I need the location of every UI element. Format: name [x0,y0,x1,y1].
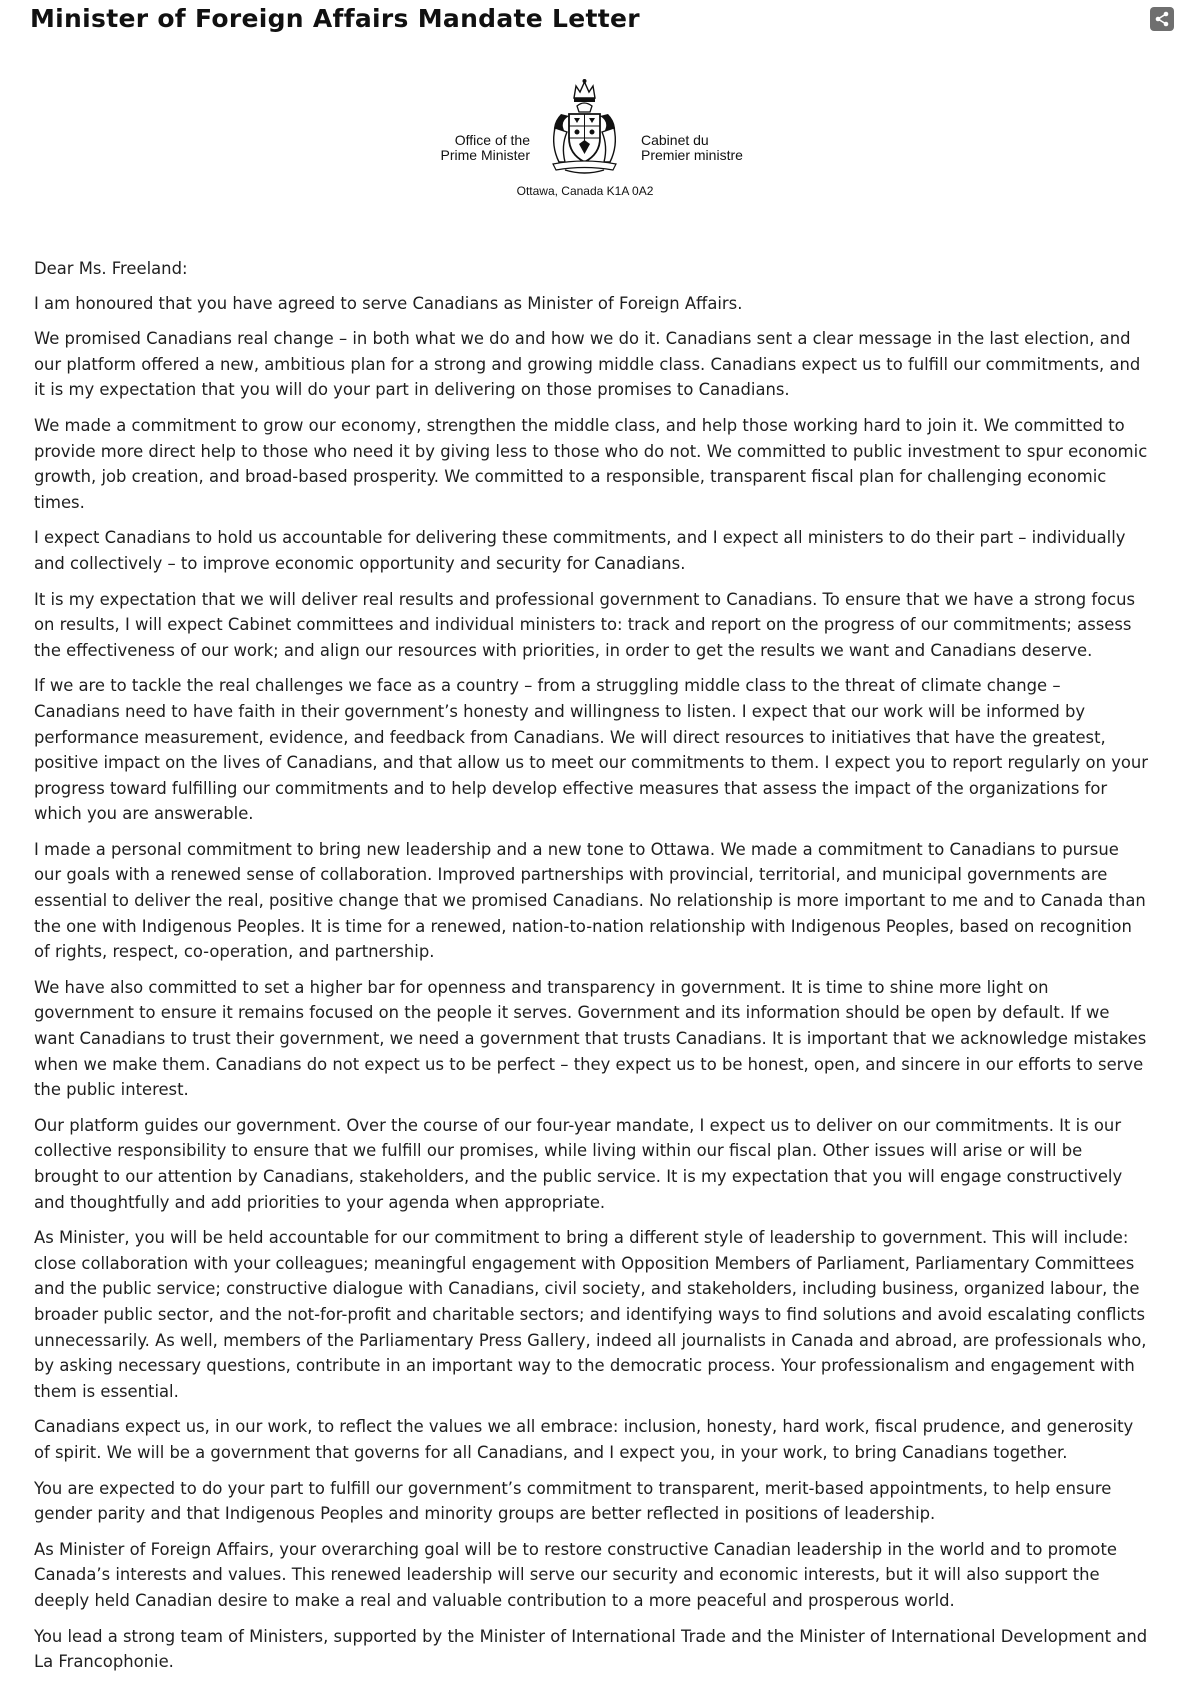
letterhead-english [441,133,530,163]
letterhead-address: Ottawa, Canada K1A 0A2 [516,184,654,198]
letterhead-english-line1: Office of the [454,132,530,148]
paragraph: As Minister, you will be held accountable for our commitment to bring a different style of leadership to government. This will include: close collaboration with your colleagues; meaningful engagement with Opposition Members of Parliament, Parliamentary Committees and the public service; constructive dialogue with Canadians, civil society, and stakeholders, including business, organized labour, the broader public sector, and the not-for-profit and charitable sectors; and identifying ways to find solutions and avoid escalating conflicts unnecessarily. As well, members of the Parliamentary Press Gallery, indeed all journalists in Canada and abroad, are professionals who, by asking necessary questions, contribute in an important way to the democratic process. Your professionalism and engagement with them is essential. [34,1228,1147,1401]
paragraph: You are expected to do your part to fulfill our government’s commitment to transparent, merit-based appointments, to help ensure gender parity and that Indigenous Peoples and minority groups are better reflected in positions of leadership. [34,1478,1112,1524]
letter-body [34,256,1150,1685]
letterhead [0,76,1184,206]
page-title: Minister of Foreign Affairs Mandate Letter [30,4,640,33]
paragraph: I am honoured that you have agreed to serve Canadians as Minister of Foreign Affairs. [34,293,743,313]
paragraph: Our platform guides our government. Over the course of our four-year mandate, I expect us to deliver on our commitments. It is our collective responsibility to ensure that we fulfill our promises, while living within our fiscal plan. Other issues will arise or will be brought to our attention by Canadians, stakeholders, and the public service. It is my expectation that you will engage constructively and thoughtfully and add priorities to your agenda when appropriate. [34,1115,1123,1212]
paragraph: I expect Canadians to hold us accountable for delivering these commitments, and I expect all ministers to do their part – individually and collectively – to improve economic opportunity and security for Canadians. [34,528,1126,573]
letterhead-french-line2: Premier ministre [641,147,743,163]
letterhead-english-line2: Prime Minister [440,147,530,163]
salutation: Dear Ms. Freeland: [34,259,188,278]
paragraph: We made a commitment to grow our economy, strengthen the middle class, and help those working hard to join it. We committed to provide more direct help to those who need it by giving less to those who do not. We committed to public investment to spur economic growth, job creation, and broad-based prosperity. We committed to a responsible, transparent fiscal plan for challenging economic times. [34,415,1148,512]
paragraph: We promised Canadians real change – in both what we do and how we do it. Canadians sent a clear message in the last election, and our platform offered a new, ambitious plan for a strong and growing middle class. Canadians expect us to fulfill our commitments, and it is my expectation that you will do your part in delivering on those promises to Canadians. [34,329,1141,400]
paragraph: You lead a strong team of Ministers, supported by the Minister of International Trade and the Minister of International Development and La Francophonie. [34,1626,1148,1672]
paragraph: Canadians expect us, in our work, to reflect the values we all embrace: inclusion, honesty, hard work, fiscal prudence, and generosity of spirit. We will be a government that governs for all Canadians, and I expect you, in your work, to bring Canadians together. [34,1417,1134,1462]
letterhead-french [641,133,743,163]
paragraph: It is my expectation that we will deliver real results and professional government to Canadians. To ensure that we have a strong focus on results, I will expect Cabinet committees and individual ministers to: track and report on the progress of our commitments; assess the effectiveness of our work; and align our resources with priorities, in order to get the results we want and Canadians deserve. [34,589,1136,660]
share-icon [1154,11,1170,27]
letterhead-french-line1: Cabinet du [641,132,709,148]
paragraph: As Minister of Foreign Affairs, your overarching goal will be to restore constructive Canadian leadership in the world and to promote Canada’s interests and values. This renewed leadership will serve our security and economic interests, but it will also support the deeply held Canadian desire to make a real and valuable contribution to a more peaceful and prosperous world. [34,1539,1117,1610]
share-button[interactable] [1150,7,1174,31]
paragraph: If we are to tackle the real challenges we face as a country – from a struggling middle class to the threat of climate change – Canadians need to have faith in their government’s honesty and willingness to listen. I expect that our work will be informed by performance measurement, evidence, and feedback from Canadians. We will direct resources to initiatives that have the greatest, positive impact on the lives of Canadians, and that allow us to meet our commitments to them. I expect you to report regularly on your progress toward fulfilling our commitments and to help develop effective measures that assess the impact of the organizations for which you are answerable. [34,676,1149,824]
royal-coat-of-arms-icon [547,76,622,176]
paragraph: I made a personal commitment to bring new leadership and a new tone to Ottawa. We made a commitment to Canadians to pursue our goals with a renewed sense of collaboration. Improved partnerships with provincial, territorial, and municipal governments are essential to deliver the real, positive change that we promised Canadians. No relationship is more important to me and to Canada than the one with Indigenous Peoples. It is time for a renewed, nation-to-nation relationship with Indigenous Peoples, based on recognition of rights, respect, co-operation, and partnership. [34,839,1146,962]
paragraph: We have also committed to set a higher bar for openness and transparency in government. It is time to shine more light on government to ensure it remains focused on the people it serves. Government and its information should be open by default. If we want Canadians to trust their government, we need a government that trusts Canadians. It is important that we acknowledge mistakes when we make them. Canadians do not expect us to be perfect – they expect us to be honest, open, and sincere in our efforts to serve the public interest. [34,977,1147,1100]
